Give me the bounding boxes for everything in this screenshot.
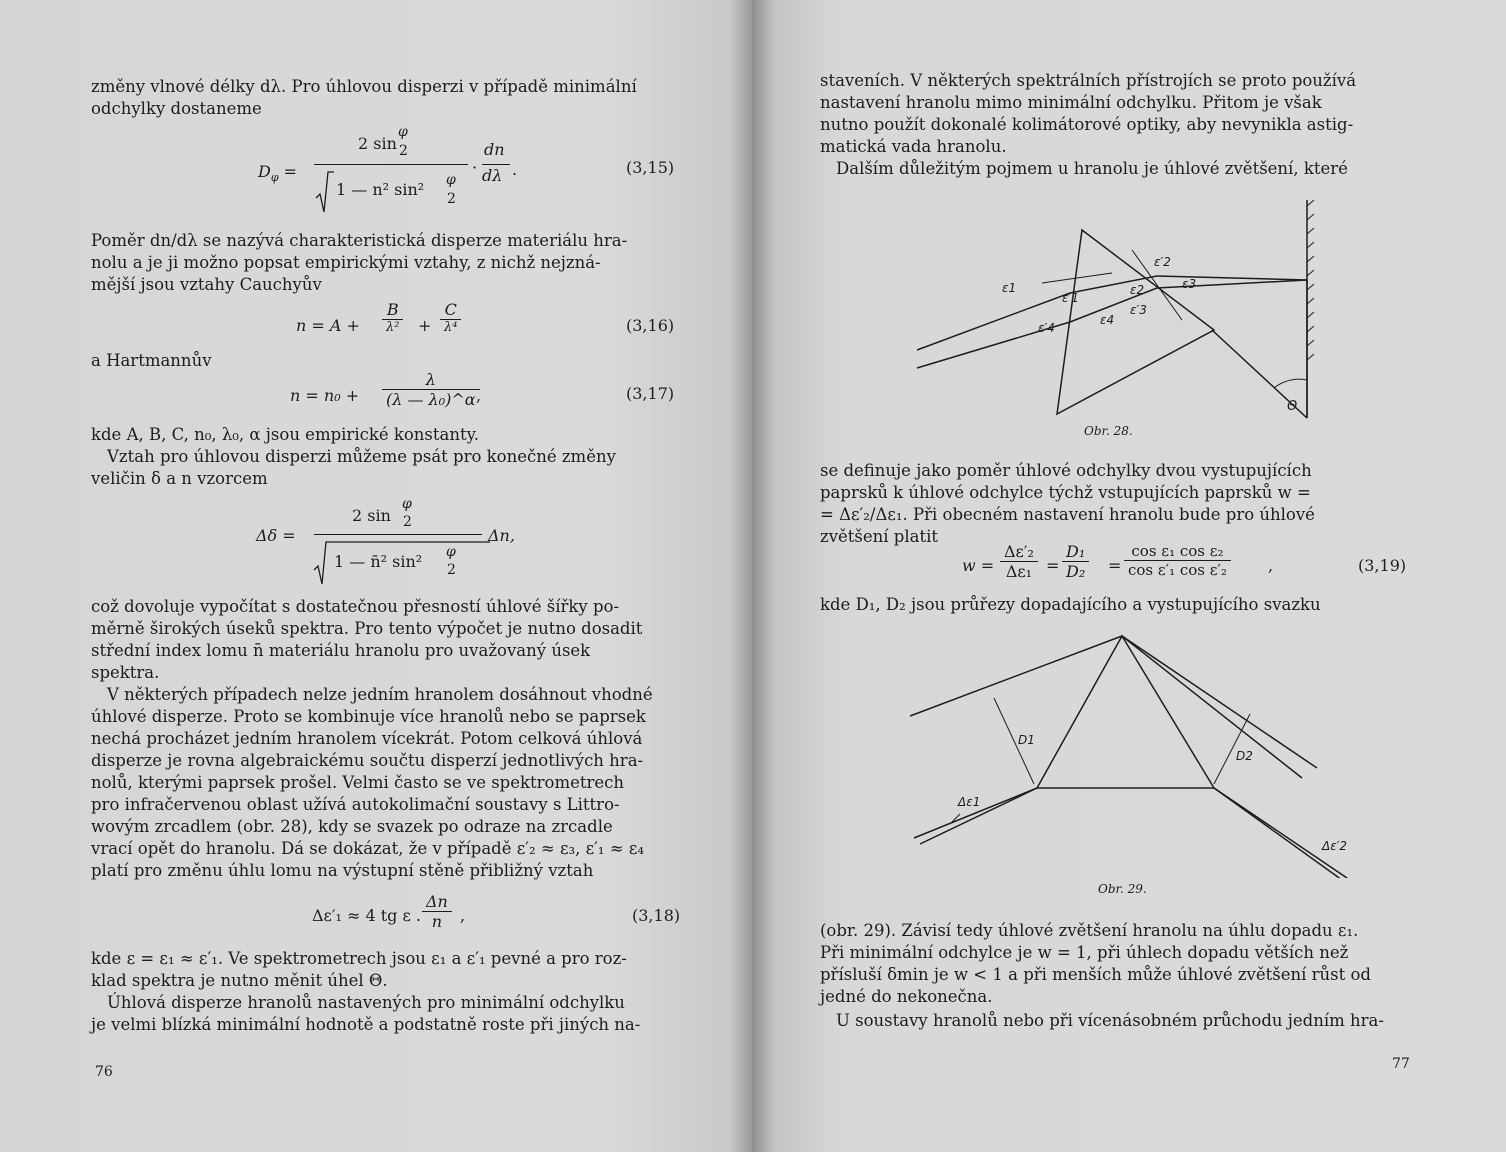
figure-29 (902, 628, 1372, 878)
eq-denominator: cos ε′₁ cos ε′₂ (1128, 561, 1227, 579)
label-eps3-prime: ε′3 (1130, 303, 1147, 317)
eq-sign: = (1046, 556, 1060, 575)
paragraph-definition (820, 460, 1408, 548)
text-line: měrně širokých úseků spektra. Pro tento výpočet je nutno dosadit (91, 619, 643, 638)
text-line: nolů, kterými paprsek prošel. Velmi často se ve spektrometrech (91, 773, 625, 792)
text-line: nutno použít dokonalé kolimátorové optiky, aby nevynikla astig- (820, 115, 1354, 134)
right-page (752, 0, 1506, 1152)
eq-sign: = (283, 162, 298, 181)
eq-phi: φ (402, 496, 412, 512)
label-eps2-prime: ε′2 (1154, 255, 1171, 269)
text-line: paprsků k úhlové odchylce týchž vstupujících paprsků w = (820, 483, 1311, 502)
eq-denominator: D₂ (1066, 562, 1086, 581)
paragraph-combination (91, 684, 677, 882)
text-line: veličin δ a n vzorcem (91, 469, 268, 488)
sqrt-sign (314, 170, 334, 214)
page-number: 77 (1392, 1056, 1410, 1072)
eq-two: 2 (447, 191, 456, 207)
eq-numerator: cos ε₁ cos ε₂ (1124, 542, 1231, 561)
paragraph-settings (820, 70, 1408, 158)
text-line: úhlové disperze. Proto se kombinuje více hranolů nebo se paprsek (91, 707, 646, 726)
text-line: (obr. 29). Závisí tedy úhlové zvětšení hranolu na úhlu dopadu ε₁. (820, 921, 1359, 940)
eq-denominator: λ² (386, 320, 400, 335)
eq-comma: , (460, 906, 466, 925)
text-line: = Δε′₂/Δε₁. Při obecném nastavení hranolu bude pro úhlové (820, 505, 1315, 524)
left-page (0, 0, 752, 1152)
text-line: změny vlnové délky dλ. Pro úhlovou disperzi v případě minimální (91, 77, 637, 96)
label-delta-eps2-prime: Δε′2 (1322, 839, 1348, 853)
eq-denominator: 1 — n̄² sin² (334, 552, 423, 571)
eq-lhs: w = (962, 556, 995, 575)
eq-lhs-sub: φ (270, 171, 279, 185)
label-d1: D1 (1018, 733, 1035, 747)
eq-comma: , (476, 386, 482, 405)
text-line: a Hartmannův (91, 351, 212, 370)
returning-ray (1157, 280, 1307, 288)
text-line: U soustavy hranolů nebo při vícenásobném průchodu jedním hra- (836, 1011, 1384, 1030)
equation-3-19 (962, 544, 1282, 590)
eq-sign: = (1108, 556, 1122, 575)
label-eps4: ε4 (1100, 313, 1115, 327)
eq-numerator: C (440, 300, 461, 320)
eq-denominator: n (431, 912, 443, 931)
text-line: wovým zrcadlem (obr. 28), kdy se svazek po odraze na zrcadle (91, 817, 613, 836)
text-line: pro infračervenou oblast užívá autokolimační soustavy s Littro- (91, 795, 620, 814)
paragraph-computation (91, 596, 677, 684)
text-line: Vztah pro úhlovou disperzi můžeme psát pro konečné změny (107, 447, 616, 466)
text-line: disperze je rovna algebraickému součtu disperzí jednotlivých hra- (91, 751, 644, 770)
text-line: mější jsou vztahy Cauchyův (91, 275, 322, 294)
eq-numerator: Δε′₂ (1000, 542, 1038, 562)
equation-number: (3,15) (626, 158, 675, 177)
equation-number: (3,17) (626, 384, 675, 403)
text-line: Úhlová disperze hranolů nastavených pro minimální odchylku (107, 993, 625, 1012)
fraction-bar (314, 534, 482, 535)
eq-comma: , (1268, 556, 1274, 575)
prism (1057, 230, 1214, 414)
eq-period: . (512, 160, 518, 179)
text-line: V některých případech nelze jedním hranolem dosáhnout vhodné (107, 685, 653, 704)
eq-lhs: Δε′₁ ≈ 4 tg ε . (312, 906, 421, 925)
text-line: kde ε = ε₁ ≈ ε′₁. Ve spektrometrech jsou ε₁ a ε′₁ pevné a pro roz- (91, 949, 627, 968)
fraction-bar (314, 164, 468, 165)
eq-lhs: D (258, 162, 271, 181)
eq-numerator: D₁ (1062, 542, 1089, 562)
text-line: střední index lomu n̄ materiálu hranolu pro uvažovaný úsek (91, 641, 591, 660)
label-eps1-prime: ε′1 (1062, 291, 1079, 305)
eq-two: 2 (447, 562, 456, 578)
paragraph-prism-systems (820, 1010, 1408, 1032)
label-theta: Θ (1287, 399, 1298, 414)
incident-beam-upper (910, 636, 1122, 716)
eq-two: 2 (399, 143, 408, 159)
page-number: 76 (95, 1064, 113, 1080)
paragraph-cross-sections (820, 594, 1408, 616)
text-line: nastavení hranolu mimo minimální odchylku. Přitom je však (820, 93, 1322, 112)
eq-dn: dn (484, 140, 505, 159)
eq-phi: φ (446, 544, 456, 560)
paragraph-littrow (91, 948, 677, 992)
paragraph-intro (91, 76, 677, 120)
text-line: je velmi blízká minimální hodnotě a podstatně roste při jiných na- (91, 1015, 641, 1034)
paragraph-min-deviation (91, 992, 677, 1036)
exit-beam-upper (1122, 636, 1317, 768)
eq-numerator: B (382, 300, 403, 320)
eq-lhs: n = n₀ + (290, 386, 360, 405)
label-d2: D2 (1236, 749, 1253, 763)
label-delta-eps1: Δε1 (958, 795, 981, 809)
equation-delta (256, 496, 526, 588)
eq-dot: · (472, 158, 478, 177)
text-line: staveních. V některých spektrálních přístrojích se proto používá (820, 71, 1357, 90)
eq-two: 2 (403, 514, 412, 530)
equation-3-18 (312, 894, 512, 940)
figure-28 (902, 190, 1332, 420)
paragraph-finite (91, 446, 677, 490)
eq-lhs: Δδ = (256, 526, 296, 545)
eq-lhs: n = A + (296, 316, 360, 335)
equation-3-16 (296, 300, 496, 350)
text-line: Dalším důležitým pojmem u hranolu je úhlové zvětšení, které (836, 159, 1348, 178)
text-line: Poměr dn/dλ se nazývá charakteristická disperze materiálu hra- (91, 231, 628, 250)
text-line: matická vada hranolu. (820, 137, 1007, 156)
eq-numerator: 2 sin (358, 134, 397, 153)
text-line: kde A, B, C, n₀, λ₀, α jsou empirické konstanty. (91, 425, 479, 444)
label-eps1: ε1 (1002, 281, 1017, 295)
text-line: se definuje jako poměr úhlové odchylky dvou vystupujících (820, 461, 1312, 480)
eq-plus: + (418, 316, 432, 335)
text-line: platí pro změnu úhlu lomu na výstupní stěně přibližný vztah (91, 861, 594, 880)
fraction-bar (482, 164, 510, 165)
paragraph-dependence (820, 920, 1408, 1008)
equation-number: (3,19) (1358, 556, 1407, 575)
text-line: zvětšení platit (820, 527, 939, 546)
paragraph-constants (91, 424, 677, 446)
text-line: klad spektra je nutno měnit úhel Θ. (91, 971, 388, 990)
label-eps3: ε3 (1182, 277, 1197, 291)
text-line: což dovoluje vypočítat s dostatečnou přesností úhlové šířky po- (91, 597, 620, 616)
eq-denominator: λ⁴ (444, 320, 458, 335)
label-eps4-prime: ε′4 (1038, 321, 1055, 335)
eq-numerator: λ (382, 370, 480, 390)
text-line: spektra. (91, 663, 160, 682)
label-eps2: ε2 (1130, 283, 1145, 297)
eq-phi: φ (446, 172, 456, 188)
equation-number: (3,16) (626, 316, 675, 335)
text-line: přísluší δmin je w < 1 a při menších může úhlové zvětšení růst od (820, 965, 1371, 984)
text-line: nolu a je ji možno popsat empirickými vztahy, z nichž nejzná- (91, 253, 601, 272)
eq-numerator: 2 sin (352, 506, 391, 525)
equation-3-15 (258, 124, 528, 218)
paragraph-hartmann (91, 350, 212, 372)
eq-denominator: Δε₁ (1005, 562, 1033, 581)
text-line: nechá procházet jedním hranolem vícekrát. Potom celková úhlová (91, 729, 643, 748)
text-line: Při minimální odchylce je w = 1, při úhlech dopadu větších než (820, 943, 1349, 962)
equation-number: (3,18) (632, 906, 681, 925)
eq-phi: φ (398, 124, 408, 140)
eq-dlambda: dλ (482, 166, 503, 185)
eq-denominator: 1 — n² sin² (336, 180, 425, 199)
equation-3-17 (290, 370, 520, 420)
figure-29-caption: Obr. 29. (1098, 882, 1147, 896)
eq-denominator: (λ — λ₀)^α (386, 390, 476, 409)
paragraph-dispersion (91, 230, 677, 296)
text-line: kde D₁, D₂ jsou průřezy dopadajícího a vystupujícího svazku (820, 595, 1321, 614)
eq-rhs: Δn, (488, 526, 515, 545)
paragraph-magnification (820, 158, 1408, 180)
text-line: odchylky dostaneme (91, 99, 262, 118)
figure-28-caption: Obr. 28. (1084, 424, 1133, 438)
exit-ray (1157, 276, 1307, 280)
eq-numerator: Δn (422, 892, 452, 912)
text-line: jedné do nekonečna. (820, 987, 993, 1006)
text-line: vrací opět do hranolu. Dá se dokázat, že v případě ε′₂ ≈ ε₃, ε′₁ ≈ ε₄ (91, 839, 644, 858)
